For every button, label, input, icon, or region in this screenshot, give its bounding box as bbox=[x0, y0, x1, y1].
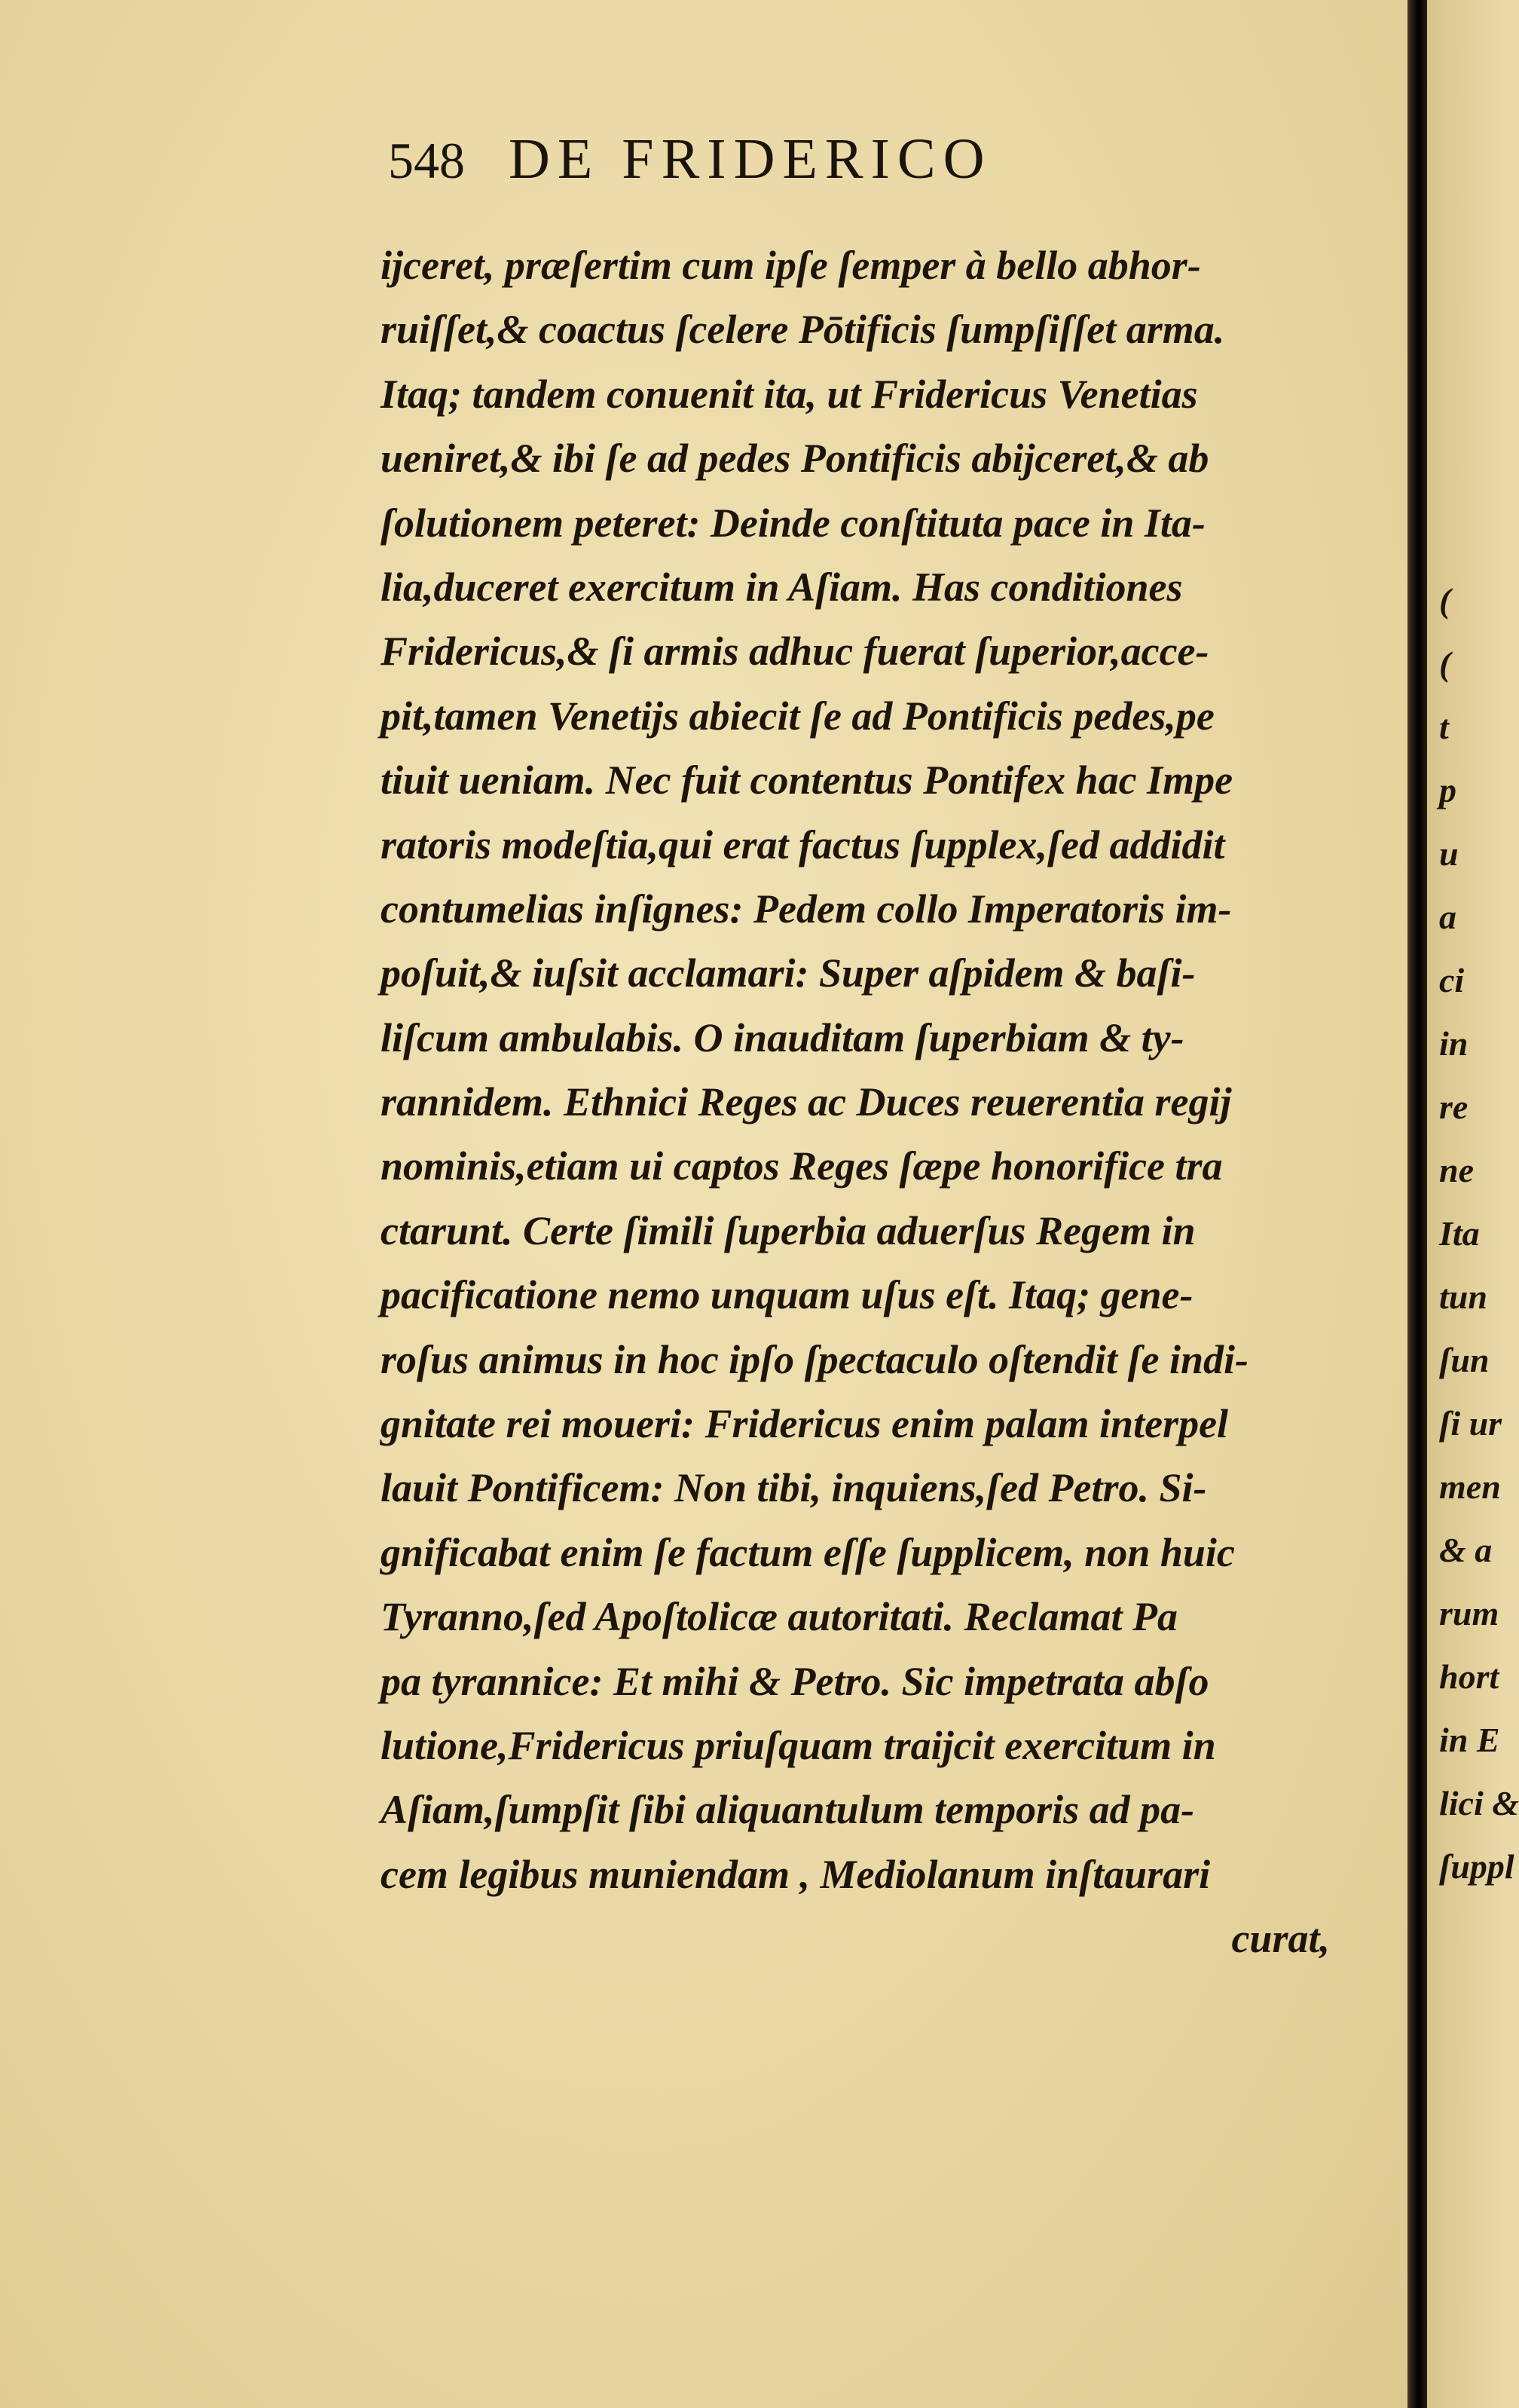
text-line: ueniret,& ibi ſe ad pedes Pontificis abijceret,& ab bbox=[381, 436, 1209, 482]
text-line: rannidem. Ethnici Reges ac Duces reuerentia regij bbox=[381, 1079, 1232, 1125]
facing-page-fragment: men bbox=[1439, 1467, 1501, 1506]
text-line: Fridericus,& ſi armis adhuc fuerat ſuperior,acce- bbox=[381, 629, 1209, 675]
facing-page-fragment: a bbox=[1439, 898, 1456, 936]
text-line: roſus animus in hoc ipſo ſpectaculo oſtendit ſe indi- bbox=[381, 1336, 1249, 1382]
text-line: pacificatione nemo unquam uſus eſt. Itaq; gene- bbox=[381, 1272, 1194, 1318]
facing-page-fragment: hort bbox=[1439, 1657, 1499, 1696]
facing-page-fragment: lici & bbox=[1439, 1784, 1519, 1822]
text-line: ſolutionem peteret: Deinde conſtituta pace in Ita- bbox=[381, 500, 1206, 546]
facing-page-fragment: p bbox=[1439, 771, 1456, 809]
facing-page-fragment: in E bbox=[1439, 1721, 1500, 1759]
text-line: tiuit ueniam. Nec fuit contentus Pontifex hac Impe bbox=[381, 757, 1233, 803]
text-line: lauit Pontificem: Non tibi, inquiens,ſed Petro. Si- bbox=[381, 1465, 1207, 1511]
text-line: pa tyrannice: Et mihi & Petro. Sic impetrata abſo bbox=[381, 1658, 1209, 1704]
facing-page-fragment: t bbox=[1439, 708, 1449, 746]
text-line: poſuit,& iuſsit acclamari: Super aſpidem & baſi- bbox=[381, 950, 1196, 996]
facing-page-fragment: rum bbox=[1439, 1594, 1499, 1632]
text-line: ruiſſet,& coactus ſcelere Pōtificis ſumpſiſſet arma. bbox=[381, 307, 1225, 353]
text-line: lia,duceret exercitum in Aſiam. Has conditiones bbox=[381, 564, 1183, 610]
body-text bbox=[381, 234, 1375, 1972]
facing-page-fragment: Ita bbox=[1439, 1214, 1480, 1253]
facing-page-fragment: in bbox=[1439, 1024, 1469, 1063]
catchword: curat, bbox=[1231, 1916, 1330, 1962]
text-line: Tyranno,ſed Apoſtolicæ autoritati. Reclamat Pa bbox=[381, 1594, 1178, 1640]
text-line: ratoris modeſtia,qui erat factus ſupplex,ſed addidit bbox=[381, 822, 1225, 867]
running-head bbox=[388, 127, 1217, 210]
facing-page-fragment: u bbox=[1439, 834, 1459, 873]
facing-page-fragment: ne bbox=[1439, 1151, 1474, 1189]
text-line: Aſiam,ſumpſit ſibi aliquantulum temporis ad pa- bbox=[381, 1787, 1195, 1833]
book-gutter bbox=[1407, 0, 1427, 2408]
facing-page-fragment: & a bbox=[1439, 1531, 1493, 1569]
facing-page-fragment: tun bbox=[1439, 1277, 1487, 1316]
text-line: cem legibus muniendam , Mediolanum inſtaurari bbox=[381, 1851, 1211, 1897]
facing-page-fragment: ( bbox=[1439, 644, 1451, 683]
text-line: pit,tamen Venetijs abiecit ſe ad Pontificis pedes,pe bbox=[381, 693, 1215, 739]
text-line: Itaq; tandem conuenit ita, ut Fridericus Venetias bbox=[381, 371, 1198, 417]
running-title: DE FRIDERICO bbox=[509, 127, 992, 191]
page-number: 548 bbox=[388, 132, 465, 189]
text-line: lutione,Fridericus priuſquam traijcit exercitum in bbox=[381, 1722, 1216, 1768]
facing-page-edge bbox=[1427, 0, 1519, 2408]
text-line: gnitate rei moueri: Fridericus enim palam interpel bbox=[381, 1401, 1229, 1447]
text-line: contumelias inſignes: Pedem collo Imperatoris im- bbox=[381, 886, 1232, 932]
facing-page-fragment: ( bbox=[1439, 581, 1451, 620]
facing-page-fragment: ſun bbox=[1439, 1341, 1490, 1379]
text-line: liſcum ambulabis. O inauditam ſuperbiam & ty- bbox=[381, 1014, 1184, 1060]
text-line: nominis,etiam ui captos Reges ſæpe honorifice tra bbox=[381, 1143, 1223, 1189]
facing-page-fragment: re bbox=[1439, 1088, 1469, 1126]
text-line: ctarunt. Certe ſimili ſuperbia aduerſus Regem in bbox=[381, 1207, 1196, 1253]
text-line: ijceret, præſertim cum ipſe ſemper à bello abhor- bbox=[381, 243, 1201, 288]
text-line: gnificabat enim ſe factum eſſe ſupplicem, non huic bbox=[381, 1529, 1235, 1575]
facing-page-fragment: ci bbox=[1439, 961, 1465, 999]
facing-page-fragment: ſuppl bbox=[1439, 1847, 1514, 1886]
facing-page-fragment: ſi ur bbox=[1439, 1404, 1502, 1443]
